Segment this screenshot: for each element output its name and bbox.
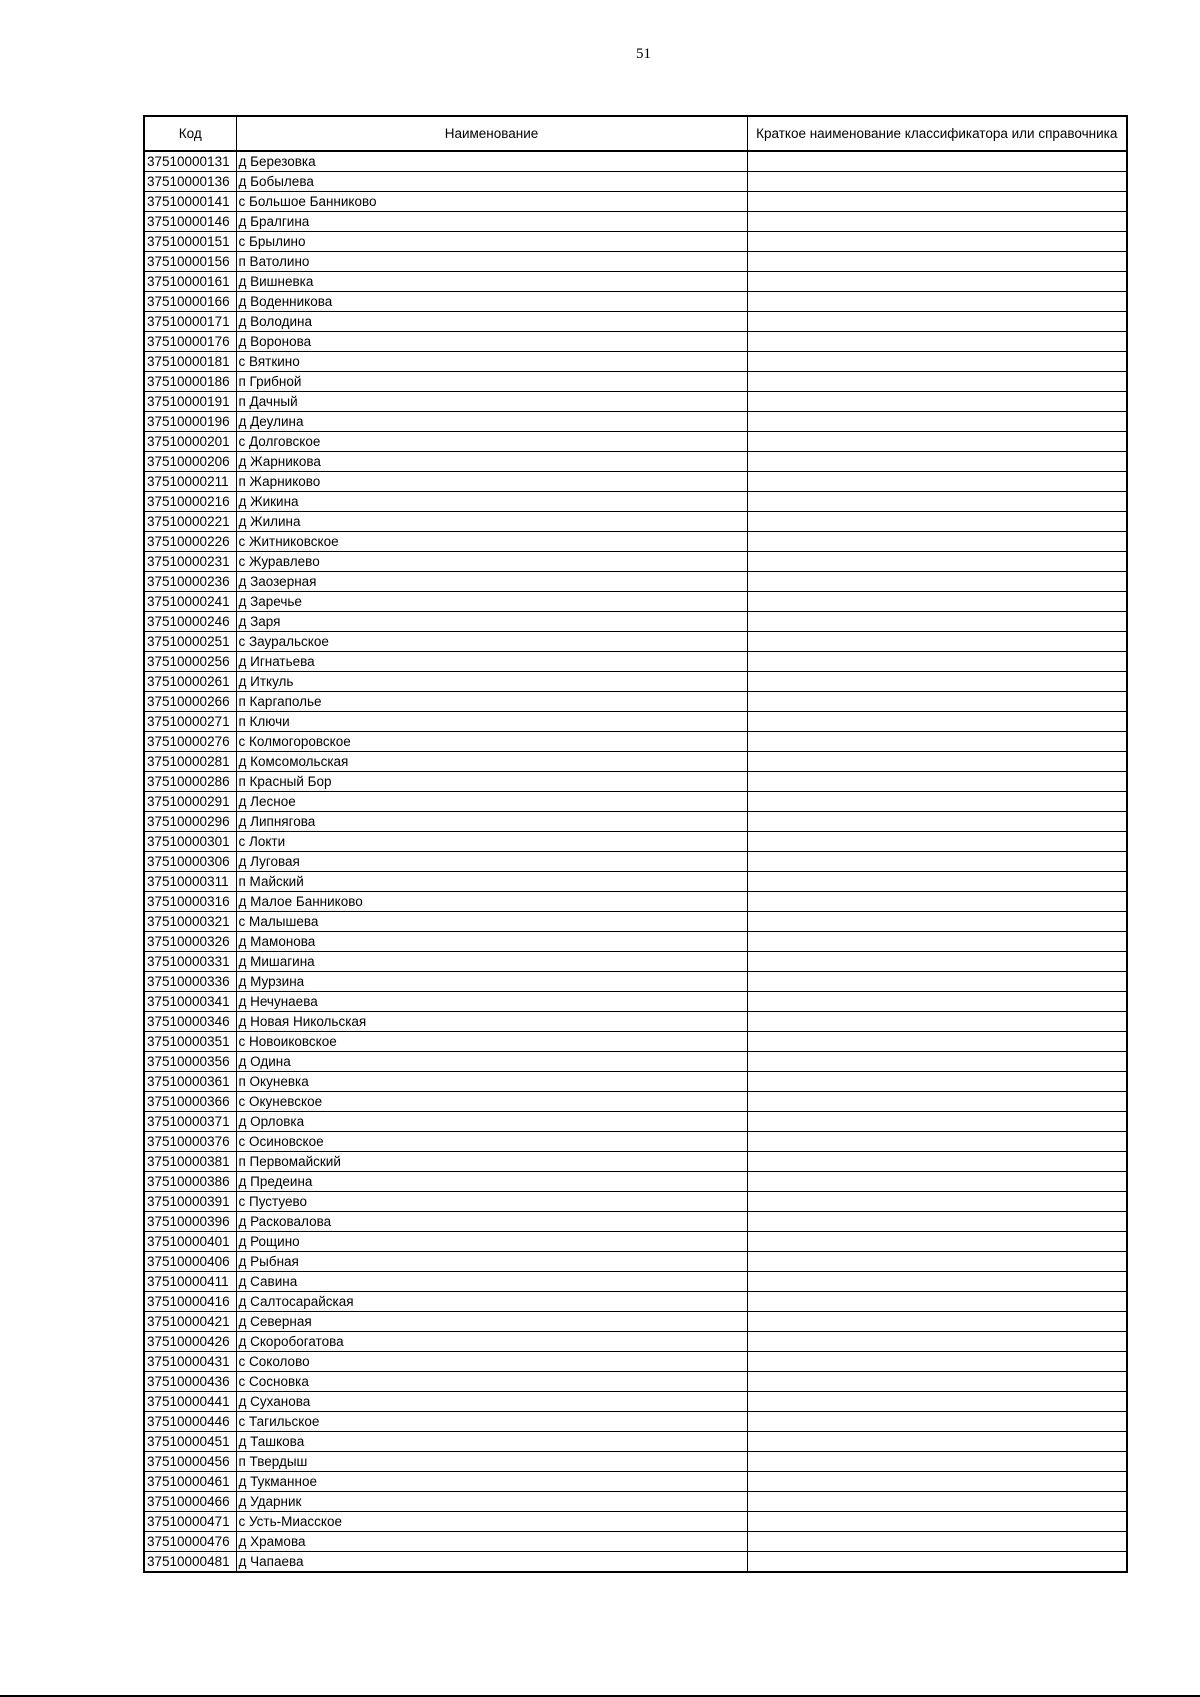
cell-name: с Зауральское <box>236 632 747 652</box>
cell-code: 37510000431 <box>144 1352 236 1372</box>
cell-short-name <box>747 1092 1127 1112</box>
table-row <box>144 1032 1127 1052</box>
cell-name: д Мамонова <box>236 932 747 952</box>
table-row <box>144 1092 1127 1112</box>
cell-short-name <box>747 412 1127 432</box>
table-row <box>144 552 1127 572</box>
cell-short-name <box>747 572 1127 592</box>
cell-code: 37510000146 <box>144 212 236 232</box>
cell-short-name <box>747 312 1127 332</box>
cell-name: с Житниковское <box>236 532 747 552</box>
table-row <box>144 832 1127 852</box>
cell-short-name <box>747 792 1127 812</box>
cell-name: п Первомайский <box>236 1152 747 1172</box>
cell-short-name <box>747 172 1127 192</box>
cell-name: д Суханова <box>236 1392 747 1412</box>
cell-short-name <box>747 852 1127 872</box>
cell-code: 37510000336 <box>144 972 236 992</box>
cell-code: 37510000401 <box>144 1232 236 1252</box>
table-row <box>144 632 1127 652</box>
cell-name: д Иткуль <box>236 672 747 692</box>
cell-short-name <box>747 972 1127 992</box>
table-row <box>144 212 1127 232</box>
cell-short-name <box>747 1112 1127 1132</box>
table-row <box>144 792 1127 812</box>
cell-code: 37510000301 <box>144 832 236 852</box>
table-row <box>144 892 1127 912</box>
cell-code: 37510000216 <box>144 492 236 512</box>
cell-name: д Мишагина <box>236 952 747 972</box>
cell-name: д Храмова <box>236 1532 747 1552</box>
cell-short-name <box>747 1412 1127 1432</box>
cell-name: д Володина <box>236 312 747 332</box>
cell-name: д Воронова <box>236 332 747 352</box>
cell-code: 37510000161 <box>144 272 236 292</box>
cell-short-name <box>747 692 1127 712</box>
header-name: Наименование <box>236 116 747 151</box>
cell-code: 37510000186 <box>144 372 236 392</box>
cell-name: д Северная <box>236 1312 747 1332</box>
cell-name: д Предеина <box>236 1172 747 1192</box>
table-row <box>144 272 1127 292</box>
cell-name: д Новая Никольская <box>236 1012 747 1032</box>
cell-code: 37510000451 <box>144 1432 236 1452</box>
table-row <box>144 1012 1127 1032</box>
cell-name: д Луговая <box>236 852 747 872</box>
cell-name: д Заозерная <box>236 572 747 592</box>
table-row <box>144 1132 1127 1152</box>
cell-short-name <box>747 1312 1127 1332</box>
cell-name: п Окуневка <box>236 1072 747 1092</box>
cell-short-name <box>747 552 1127 572</box>
cell-name: с Осиновское <box>236 1132 747 1152</box>
cell-code: 37510000286 <box>144 772 236 792</box>
cell-short-name <box>747 1432 1127 1452</box>
cell-name: д Березовка <box>236 151 747 172</box>
table-row <box>144 1552 1127 1573</box>
cell-name: с Большое Банниково <box>236 192 747 212</box>
cell-code: 37510000326 <box>144 932 236 952</box>
cell-short-name <box>747 752 1127 772</box>
cell-code: 37510000296 <box>144 812 236 832</box>
cell-name: д Бралгина <box>236 212 747 232</box>
cell-name: с Локти <box>236 832 747 852</box>
cell-short-name <box>747 932 1127 952</box>
table-row <box>144 732 1127 752</box>
cell-short-name <box>747 432 1127 452</box>
cell-code: 37510000226 <box>144 532 236 552</box>
table-row <box>144 1532 1127 1552</box>
cell-short-name <box>747 872 1127 892</box>
table-row <box>144 712 1127 732</box>
cell-name: п Красный Бор <box>236 772 747 792</box>
table-row <box>144 952 1127 972</box>
cell-code: 37510000191 <box>144 392 236 412</box>
cell-code: 37510000406 <box>144 1252 236 1272</box>
cell-short-name <box>747 1492 1127 1512</box>
cell-short-name <box>747 1352 1127 1372</box>
cell-code: 37510000276 <box>144 732 236 752</box>
cell-name: д Заречье <box>236 592 747 612</box>
cell-code: 37510000221 <box>144 512 236 532</box>
table-row <box>144 992 1127 1012</box>
cell-code: 37510000171 <box>144 312 236 332</box>
table-row <box>144 172 1127 192</box>
cell-code: 37510000201 <box>144 432 236 452</box>
cell-name: д Игнатьева <box>236 652 747 672</box>
table-row <box>144 572 1127 592</box>
cell-code: 37510000181 <box>144 352 236 372</box>
cell-name: с Вяткино <box>236 352 747 372</box>
table-row <box>144 492 1127 512</box>
cell-name: с Усть-Миасское <box>236 1512 747 1532</box>
table-row <box>144 452 1127 472</box>
cell-short-name <box>747 352 1127 372</box>
cell-code: 37510000261 <box>144 672 236 692</box>
cell-name: с Окуневское <box>236 1092 747 1112</box>
table-row <box>144 532 1127 552</box>
cell-name: с Тагильское <box>236 1412 747 1432</box>
cell-code: 37510000391 <box>144 1192 236 1212</box>
cell-name: д Жарникова <box>236 452 747 472</box>
cell-code: 37510000156 <box>144 252 236 272</box>
cell-code: 37510000386 <box>144 1172 236 1192</box>
table-row <box>144 1292 1127 1312</box>
cell-code: 37510000346 <box>144 1012 236 1032</box>
cell-name: д Липнягова <box>236 812 747 832</box>
cell-code: 37510000411 <box>144 1272 236 1292</box>
cell-name: д Жикина <box>236 492 747 512</box>
cell-short-name <box>747 532 1127 552</box>
table-row <box>144 1352 1127 1372</box>
table-row <box>144 192 1127 212</box>
cell-name: п Жарниково <box>236 472 747 492</box>
cell-name: с Колмогоровское <box>236 732 747 752</box>
cell-name: д Комсомольская <box>236 752 747 772</box>
table-row <box>144 372 1127 392</box>
cell-short-name <box>747 1532 1127 1552</box>
cell-short-name <box>747 712 1127 732</box>
cell-short-name <box>747 1512 1127 1532</box>
table-header <box>144 116 1127 151</box>
table-row <box>144 1172 1127 1192</box>
cell-short-name <box>747 1292 1127 1312</box>
cell-short-name <box>747 892 1127 912</box>
table-row <box>144 1432 1127 1452</box>
cell-short-name <box>747 1072 1127 1092</box>
header-row <box>144 116 1127 151</box>
cell-name: д Чапаева <box>236 1552 747 1573</box>
cell-short-name <box>747 732 1127 752</box>
cell-short-name <box>747 1192 1127 1212</box>
table-row <box>144 1472 1127 1492</box>
table-row <box>144 672 1127 692</box>
cell-short-name <box>747 832 1127 852</box>
table-row <box>144 1052 1127 1072</box>
cell-name: д Ударник <box>236 1492 747 1512</box>
cell-short-name <box>747 292 1127 312</box>
cell-short-name <box>747 392 1127 412</box>
cell-short-name <box>747 952 1127 972</box>
cell-name: с Пустуево <box>236 1192 747 1212</box>
table-row <box>144 1392 1127 1412</box>
cell-short-name <box>747 1012 1127 1032</box>
cell-code: 37510000446 <box>144 1412 236 1432</box>
cell-name: д Мурзина <box>236 972 747 992</box>
cell-code: 37510000311 <box>144 872 236 892</box>
cell-name: д Скоробогатова <box>236 1332 747 1352</box>
cell-short-name <box>747 912 1127 932</box>
cell-short-name <box>747 1032 1127 1052</box>
table-row <box>144 912 1127 932</box>
cell-name: п Твердыш <box>236 1452 747 1472</box>
cell-name: д Рыбная <box>236 1252 747 1272</box>
table-row <box>144 1412 1127 1432</box>
cell-code: 37510000461 <box>144 1472 236 1492</box>
table-body <box>144 151 1127 1572</box>
cell-short-name <box>747 612 1127 632</box>
table-row <box>144 612 1127 632</box>
cell-name: с Брылино <box>236 232 747 252</box>
table-row <box>144 1452 1127 1472</box>
cell-code: 37510000251 <box>144 632 236 652</box>
cell-short-name <box>747 492 1127 512</box>
cell-short-name <box>747 1252 1127 1272</box>
cell-code: 37510000371 <box>144 1112 236 1132</box>
cell-short-name <box>747 672 1127 692</box>
cell-short-name <box>747 452 1127 472</box>
cell-code: 37510000291 <box>144 792 236 812</box>
cell-short-name <box>747 472 1127 492</box>
cell-name: с Журавлево <box>236 552 747 572</box>
table-row <box>144 752 1127 772</box>
table-row <box>144 932 1127 952</box>
cell-short-name <box>747 632 1127 652</box>
cell-code: 37510000141 <box>144 192 236 212</box>
cell-code: 37510000246 <box>144 612 236 632</box>
cell-code: 37510000341 <box>144 992 236 1012</box>
cell-short-name <box>747 1452 1127 1472</box>
cell-name: д Расковалова <box>236 1212 747 1232</box>
cell-short-name <box>747 1212 1127 1232</box>
table-row <box>144 592 1127 612</box>
cell-short-name <box>747 212 1127 232</box>
cell-short-name <box>747 1152 1127 1172</box>
cell-code: 37510000211 <box>144 472 236 492</box>
cell-code: 37510000421 <box>144 1312 236 1332</box>
table-row <box>144 472 1127 492</box>
cell-code: 37510000196 <box>144 412 236 432</box>
table-row <box>144 1272 1127 1292</box>
cell-short-name <box>747 1472 1127 1492</box>
table-row <box>144 872 1127 892</box>
cell-short-name <box>747 1272 1127 1292</box>
cell-name: с Сосновка <box>236 1372 747 1392</box>
cell-code: 37510000306 <box>144 852 236 872</box>
cell-name: д Вишневка <box>236 272 747 292</box>
cell-name: п Ключи <box>236 712 747 732</box>
cell-code: 37510000236 <box>144 572 236 592</box>
cell-short-name <box>747 652 1127 672</box>
cell-short-name <box>747 1552 1127 1573</box>
table-row <box>144 1252 1127 1272</box>
cell-short-name <box>747 272 1127 292</box>
cell-code: 37510000271 <box>144 712 236 732</box>
cell-short-name <box>747 1232 1127 1252</box>
cell-short-name <box>747 1332 1127 1352</box>
table-row <box>144 1112 1127 1132</box>
cell-code: 37510000131 <box>144 151 236 172</box>
table-row <box>144 412 1127 432</box>
cell-name: п Ватолино <box>236 252 747 272</box>
table-row <box>144 1512 1127 1532</box>
table-row <box>144 352 1127 372</box>
cell-code: 37510000281 <box>144 752 236 772</box>
cell-name: д Тукманное <box>236 1472 747 1492</box>
cell-name: д Ташкова <box>236 1432 747 1452</box>
classifier-table <box>143 115 1128 1573</box>
cell-code: 37510000396 <box>144 1212 236 1232</box>
cell-short-name <box>747 592 1127 612</box>
table-row <box>144 772 1127 792</box>
cell-code: 37510000356 <box>144 1052 236 1072</box>
cell-short-name <box>747 812 1127 832</box>
cell-code: 37510000176 <box>144 332 236 352</box>
cell-short-name <box>747 992 1127 1012</box>
cell-short-name <box>747 151 1127 172</box>
cell-name: д Лесное <box>236 792 747 812</box>
cell-code: 37510000331 <box>144 952 236 972</box>
cell-code: 37510000426 <box>144 1332 236 1352</box>
cell-name: д Деулина <box>236 412 747 432</box>
cell-code: 37510000471 <box>144 1512 236 1532</box>
cell-code: 37510000321 <box>144 912 236 932</box>
cell-name: п Майский <box>236 872 747 892</box>
cell-short-name <box>747 512 1127 532</box>
table-row <box>144 692 1127 712</box>
cell-code: 37510000166 <box>144 292 236 312</box>
cell-short-name <box>747 1172 1127 1192</box>
cell-code: 37510000466 <box>144 1492 236 1512</box>
page-number: 51 <box>636 46 651 62</box>
cell-short-name <box>747 1392 1127 1412</box>
table-row <box>144 232 1127 252</box>
cell-name: с Малышева <box>236 912 747 932</box>
table-row <box>144 1152 1127 1172</box>
cell-name: д Жилина <box>236 512 747 532</box>
table-row <box>144 812 1127 832</box>
table-row <box>144 1072 1127 1092</box>
table-row <box>144 1372 1127 1392</box>
cell-code: 37510000376 <box>144 1132 236 1152</box>
cell-name: д Малое Банниково <box>236 892 747 912</box>
table-row <box>144 392 1127 412</box>
table-row <box>144 1212 1127 1232</box>
table-row <box>144 432 1127 452</box>
cell-name: п Дачный <box>236 392 747 412</box>
cell-code: 37510000416 <box>144 1292 236 1312</box>
cell-code: 37510000456 <box>144 1452 236 1472</box>
cell-short-name <box>747 232 1127 252</box>
cell-name: д Рощино <box>236 1232 747 1252</box>
cell-name: д Орловка <box>236 1112 747 1132</box>
cell-code: 37510000151 <box>144 232 236 252</box>
cell-code: 37510000351 <box>144 1032 236 1052</box>
cell-code: 37510000241 <box>144 592 236 612</box>
cell-code: 37510000266 <box>144 692 236 712</box>
cell-code: 37510000381 <box>144 1152 236 1172</box>
table-row <box>144 852 1127 872</box>
cell-name: д Воденникова <box>236 292 747 312</box>
table-row <box>144 292 1127 312</box>
table-row <box>144 512 1127 532</box>
cell-name: с Новоиковское <box>236 1032 747 1052</box>
cell-short-name <box>747 332 1127 352</box>
cell-short-name <box>747 772 1127 792</box>
cell-short-name <box>747 1132 1127 1152</box>
cell-name: д Нечунаева <box>236 992 747 1012</box>
cell-name: п Каргаполье <box>236 692 747 712</box>
cell-code: 37510000476 <box>144 1532 236 1552</box>
cell-name: д Одина <box>236 1052 747 1072</box>
cell-code: 37510000206 <box>144 452 236 472</box>
table-row <box>144 252 1127 272</box>
table-row <box>144 1492 1127 1512</box>
table-row <box>144 1232 1127 1252</box>
cell-short-name <box>747 252 1127 272</box>
cell-code: 37510000441 <box>144 1392 236 1412</box>
cell-name: д Заря <box>236 612 747 632</box>
cell-code: 37510000256 <box>144 652 236 672</box>
cell-code: 37510000481 <box>144 1552 236 1573</box>
table-row <box>144 1192 1127 1212</box>
table-row <box>144 332 1127 352</box>
cell-name: д Савина <box>236 1272 747 1292</box>
cell-code: 37510000316 <box>144 892 236 912</box>
cell-code: 37510000436 <box>144 1372 236 1392</box>
cell-code: 37510000361 <box>144 1072 236 1092</box>
cell-name: с Долговское <box>236 432 747 452</box>
table-row <box>144 151 1127 172</box>
cell-short-name <box>747 372 1127 392</box>
cell-code: 37510000136 <box>144 172 236 192</box>
cell-short-name <box>747 1052 1127 1072</box>
table-row <box>144 1312 1127 1332</box>
table-row <box>144 972 1127 992</box>
cell-code: 37510000231 <box>144 552 236 572</box>
cell-name: д Бобылева <box>236 172 747 192</box>
cell-short-name <box>747 1372 1127 1392</box>
cell-short-name <box>747 192 1127 212</box>
table-row <box>144 652 1127 672</box>
cell-name: п Грибной <box>236 372 747 392</box>
header-short-name: Краткое наименование классификатора или справочника <box>747 116 1127 151</box>
header-code: Код <box>144 116 236 151</box>
cell-code: 37510000366 <box>144 1092 236 1112</box>
cell-name: с Соколово <box>236 1352 747 1372</box>
cell-name: д Салтосарайская <box>236 1292 747 1312</box>
table-row <box>144 312 1127 332</box>
table-row <box>144 1332 1127 1352</box>
